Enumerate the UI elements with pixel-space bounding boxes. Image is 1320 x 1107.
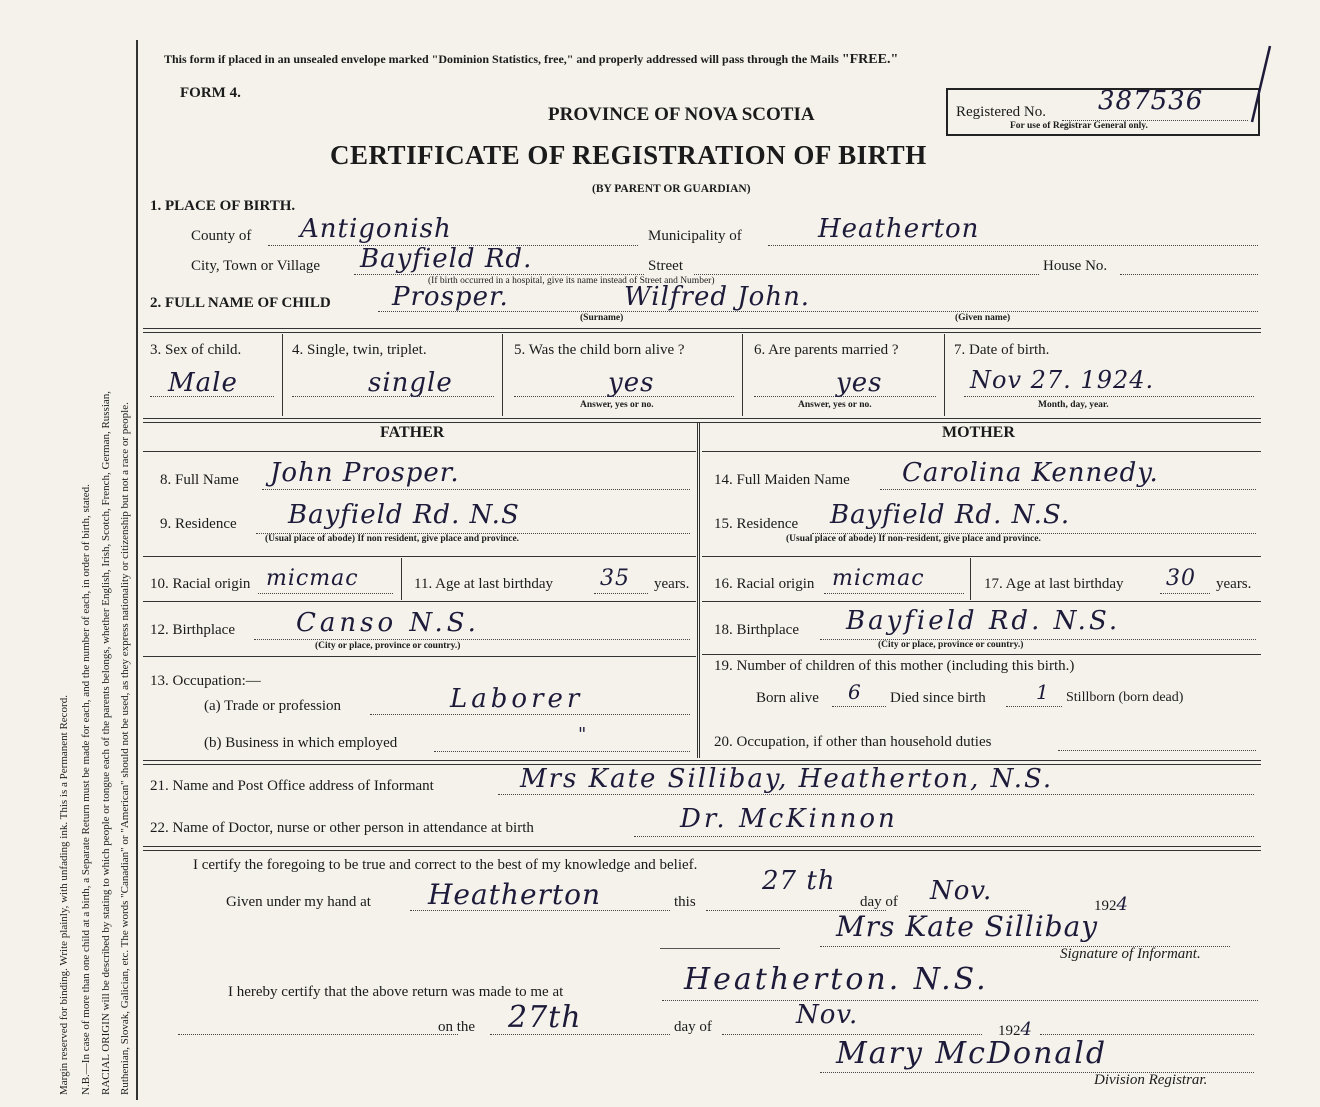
father-birthplace-value: Canso N.S. [296,608,480,638]
parents-married-note: Answer, yes or no. [798,400,872,410]
registrar-day-of-label: day of [674,1019,712,1035]
margin-note-1: Margin reserved for binding. Write plainly, with unfading ink. This is a Permanent Record. [58,695,70,1095]
mother-occupation-label: 20. Occupation, if other than household duties [714,734,992,750]
child-name-label: 2. FULL NAME OF CHILD [150,295,331,311]
born-alive-label: 5. Was the child born alive ? [514,342,685,358]
child-surname-value: Prosper. [392,282,509,312]
margin-note-4: Ruthenian, Slovak, Galician, etc. The words "Canadian" or "American" should not be used, as they express nationality or citizenship but not a race or people. [119,402,131,1095]
father-name-label: 8. Full Name [160,472,239,488]
father-heading: FATHER [380,424,445,441]
father-racial-label: 10. Racial origin [150,576,251,592]
born-alive-value: yes [608,368,655,398]
registrar-statement: I hereby certify that the above return was made to me at [228,984,564,1000]
plurality-label: 4. Single, twin, triplet. [292,342,427,358]
parents-married-value: yes [836,368,883,398]
registrar-signature: Mary McDonald [836,1036,1108,1071]
father-business-label: (b) Business in which employed [204,735,398,751]
mother-birthplace-label: 18. Birthplace [714,622,799,638]
date-of-birth-note: Month, day, year. [1038,400,1109,410]
section-divider [143,328,1261,333]
certify-statement: I certify the foregoing to be true and correct to the best of my knowledge and belief. [193,857,698,873]
died-since-birth-label: Died since birth [890,690,986,706]
given-at-place: Heatherton [428,878,602,911]
municipality-label: Municipality of [648,228,742,244]
stillborn-label: Stillborn (born dead) [1066,690,1184,705]
date-of-birth-value: Nov 27. 1924. [970,366,1155,394]
mother-age-value: 30 [1166,566,1196,591]
division-registrar-label: Division Registrar. [1094,1072,1208,1088]
this-label: this [674,894,696,910]
father-age-unit: years. [654,576,690,592]
parents-married-label: 6. Are parents married ? [754,342,899,358]
given-year-digit: 4 [1116,894,1129,915]
form-number: FORM 4. [180,85,241,101]
postal-free: "FREE." [841,52,899,67]
father-age-value: 35 [600,566,630,591]
registrar-use-note: For use of Registrar General only. [1010,121,1148,131]
child-given-value: Wilfred John. [624,282,811,312]
sex-value: Male [168,368,238,398]
registrar-day-value: 27th [508,1000,582,1035]
certificate-title: CERTIFICATE OF REGISTRATION OF BIRTH [330,140,927,170]
mother-heading: MOTHER [942,424,1015,441]
street-label: Street [648,258,683,274]
father-business-value: " [578,724,588,745]
binding-margin-line [136,40,138,1100]
father-name-value: John Prosper. [270,458,460,488]
father-residence-value: Bayfield Rd. N.S [288,500,520,530]
postal-note: This form if placed in an unsealed envelope marked "Dominion Statistics, free," and properly addressed will pass through the Mails [164,52,839,66]
mother-racial-label: 16. Racial origin [714,576,815,592]
date-of-birth-label: 7. Date of birth. [954,342,1050,358]
informant-signature: Mrs Kate Sillibay [836,910,1099,943]
mother-birthplace-value: Bayfield Rd. N.S. [846,606,1121,636]
born-alive-count-label: Born alive [756,690,819,706]
county-value: Antigonish [300,214,452,244]
mother-age-unit: years. [1216,576,1252,592]
born-alive-note: Answer, yes or no. [580,400,654,410]
father-birthplace-note: (City or place, province or country.) [315,641,461,651]
father-residence-label: 9. Residence [160,516,237,532]
province-heading: PROVINCE OF NOVA SCOTIA [548,104,815,125]
hospital-note: (If birth occurred in a hospital, give its name instead of Street and Number) [428,276,715,286]
surname-note: (Surname) [580,313,624,323]
given-year-prefix: 192 [1094,898,1117,914]
plurality-value: single [368,368,453,398]
given-year-row [1094,894,1129,915]
given-at-label: Given under my hand at [226,894,371,910]
registrar-year-digit: 4 [1020,1019,1033,1040]
city-value: Bayfield Rd. [360,244,533,274]
father-trade-label: (a) Trade or profession [204,698,342,714]
registrar-month-value: Nov. [796,1000,859,1030]
sex-label: 3. Sex of child. [150,342,242,358]
margin-note-3: RACIAL ORIGIN will be described by stating to which people or tongue each of the parents belongs, whether English, Irish, Scotch, French, German, Russian, [100,390,112,1095]
day-of-label: day of [860,894,898,910]
city-label: City, Town or Village [191,258,321,274]
margin-note-2: N.B.—In case of more than one child at a birth, a Separate Return must be made for each, and the number of each, in order of birth, stated. [80,484,92,1095]
house-no-label: House No. [1043,258,1108,274]
father-racial-value: micmac [266,566,359,591]
died-since-birth-value: 1 [1036,680,1050,704]
father-trade-value: Laborer [450,684,584,714]
municipality-value: Heatherton [818,214,980,244]
mother-name-label: 14. Full Maiden Name [714,472,850,488]
certificate-subtitle: (BY PARENT OR GUARDIAN) [592,183,751,195]
father-age-label: 11. Age at last birthday [414,576,553,592]
father-occupation-label: 13. Occupation:— [150,673,261,689]
registered-label: Registered No. [956,104,1046,120]
informant-signature-label: Signature of Informant. [1060,946,1201,962]
county-label: County of [191,228,252,244]
place-of-birth-heading: 1. PLACE OF BIRTH. [150,198,296,214]
registered-number: 387536 [1098,86,1204,116]
mother-residence-note: (Usual place of abode) If non-resident, give place and province. [786,534,1041,544]
mother-name-value: Carolina Kennedy. [902,458,1159,488]
father-residence-note: (Usual place of abode) If non resident, give place and province. [265,534,520,544]
on-the-label: on the [438,1019,476,1035]
mother-children-label: 19. Number of children of this mother (including this birth.) [714,658,1075,674]
mother-birthplace-note: (City or place, province or country.) [878,640,1024,650]
mother-residence-label: 15. Residence [714,516,799,532]
registrar-year-prefix: 192 [998,1023,1021,1039]
doctor-value: Dr. McKinnon [680,804,898,834]
doctor-label: 22. Name of Doctor, nurse or other person in attendance at birth [150,820,534,836]
born-alive-count-value: 6 [848,680,862,704]
informant-label: 21. Name and Post Office address of Informant [150,778,434,794]
registrar-place: Heatherton. N.S. [684,962,989,997]
given-month-value: Nov. [930,876,993,906]
informant-value: Mrs Kate Sillibay, Heatherton, N.S. [520,764,1054,794]
check-mark-stroke [1232,40,1282,130]
mother-racial-value: micmac [832,566,925,591]
father-birthplace-label: 12. Birthplace [150,622,235,638]
given-day-value: 27 th [762,866,836,896]
mother-age-label: 17. Age at last birthday [984,576,1124,592]
postal-note-row [164,52,898,68]
given-name-note: (Given name) [955,313,1011,323]
mother-residence-value: Bayfield Rd. N.S. [830,500,1071,530]
